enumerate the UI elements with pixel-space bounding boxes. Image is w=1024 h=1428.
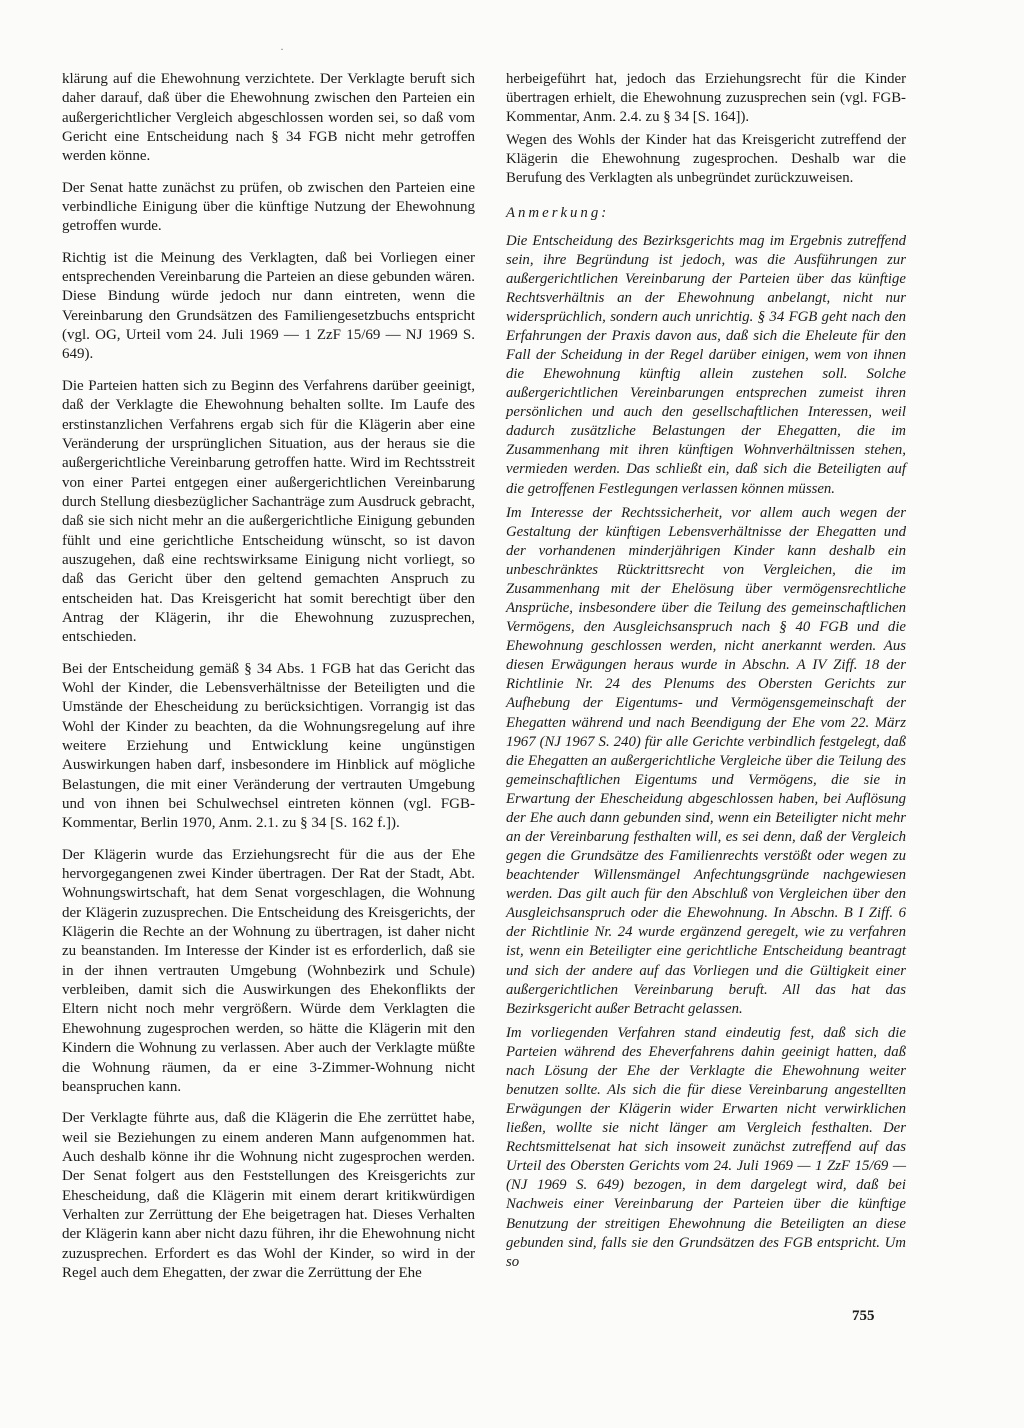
paragraph: Wegen des Wohls der Kinder hat das Kreisgericht zutreffend der Klägerin die Ehewohnung zugesprochen. Deshalb war die Berufung des Verklagten als unbegründet zurückzuweisen. [506,132,906,187]
scan-mark: · [280,42,284,56]
paragraph: Der Senat hatte zunächst zu prüfen, ob zwischen den Parteien eine verbindliche Einigung über die künftige Nutzung der Ehewohnung getroffen wurde. [62,179,475,235]
right-column [506,70,906,1277]
left-column [62,70,475,1295]
paragraph: Der Verklagte führte aus, daß die Klägerin die Ehe zerrüttet habe, weil sie Beziehungen zu einem anderen Mann aufgenommen hat. Auch deshalb könne ihr die Wohnung nicht zugesprochen werden. Der Senat folgert aus den Feststellungen des Kreisgerichts zur Ehescheidung, daß die Klägerin mit einem derart kritikwürdigen Verhalten zur Zerrüttung der Ehe beigetragen hat. Dieses Verhalten der Klägerin kann aber nicht dazu führen, ihr die Ehewohnung nicht zuzusprechen. Erfordert es das Wohl der Kinder, so wird in der Regel auch dem Ehegatten, der zwar die Zerrüttung der Ehe [62,1110,475,1281]
paragraph: Bei der Entscheidung gemäß § 34 Abs. 1 FGB hat das Gericht das Wohl der Kinder, die Lebensverhältnisse der Beteiligten und die Umstände der Ehescheidung zu berücksichtigen. Vorrangig ist das Wohl der Kinder zu beachten, da die Wohnungsregelung auf ihre weitere Erziehung und Entwicklung keine ungünstigen Auswirkungen haben darf, insbesondere im Hinblick auf mögliche Belastungen, die mit einer Veränderung der vertrauten Umgebung und von ihnen bei Schulwechsel eintreten können (vgl. FGB-Kommentar, Berlin 1970, Anm. 2.1. zu § 34 [S. 162 f.]). [62,660,475,832]
paragraph: klärung auf die Ehewohnung verzichtete. Der Verklagte beruft sich daher darauf, daß über die Ehewohnung zwischen den Parteien ein außergerichtlicher Vergleich abgeschlossen worden sei, so daß vom Gericht eine Entscheidung nach § 34 FGB nicht mehr getroffen werden könne. [62,71,475,165]
section-heading: Anmerkung: [506,205,610,222]
page-number: 755 [852,1308,875,1324]
annotation-paragraph: Die Entscheidung des Bezirksgerichts mag im Ergebnis zutreffend sein, ihre Begründung ist jedoch, was die Ausführungen zur außergerichtlichen Vereinbarung der Parteien über das künftige Rechtsverhältnis an der Ehewohnung anbelangt, nicht nur widersprüchlich, sondern auch unrichtig. § 34 FGB geht nach den Erfahrungen der Praxis davon aus, daß sich die Eheleute für den Fall der Scheidung in der Regel darüber einigen, wem von ihnen die Ehewohnung künftig allein zustehen soll. Solche außergerichtlichen Vereinbarungen entsprechen zumeist ihren persönlichen und auch den gesellschaftlichen Interessen, weil dadurch zusätzliche Belastungen der Ehegatten, die im Zusammenhang mit ihren künftigen Wohnverhältnissen stehen, vermieden werden. Das schließt ein, daß sich die Beteiligten auf die getroffenen Festlegungen verlassen können müssen. [506,232,906,497]
paragraph: herbeigeführt hat, jedoch das Erziehungsrecht für die Kinder übertragen erhielt, die Ehewohnung zuzusprechen sein (vgl. FGB-Kommentar, Anm. 2.4. zu § 34 [S. 164]). [506,71,906,126]
annotation-paragraph: Im vorliegenden Verfahren stand eindeutig fest, daß sich die Parteien während des Eheverfahrens dahin geeinigt hatten, daß nach Lösung der Ehe der Verklagte die Ehewohnung weiter benutzen sollte. Als sich die für diese Vereinbarung angestellten Erwägungen der Klägerin wider Erwarten nicht verwirklichen ließen, wollte sie nicht länger am Vergleich festhalten. Der Rechtsmittelsenat hat sich insoweit zunächst zutreffend auf das Urteil des Obersten Gerichts vom 24. Juli 1969 — 1 ZzF 15/69 — (NJ 1969 S. 649) bezogen, in dem dargelegt wird, daß bei Nachweis einer Vereinbarung der Parteien über die künftige Benutzung der streitigen Ehewohnung die Beteiligten an diese gebunden sind, falls sie den Grundsätzen des FGB entspricht. Um so [506,1024,906,1270]
paragraph: Die Parteien hatten sich zu Beginn des Verfahrens darüber geeinigt, daß der Verklagte die Ehewohnung behalten sollte. Im Laufe des erstinstanzlichen Verfahrens ergab sich für die Klägerin aber eine Veränderung der ursprünglichen Situation, aus der heraus sie die außergerichtliche Vereinbarung getroffen hatte. Wird im Rechtsstreit von einer Partei entgegen einer außergerichtlichen Vereinbarung durch Stellung diesbezüglicher Sachanträge zum Ausdruck gebracht, daß sie sich nicht mehr an die außergerichtliche Einigung gebunden fühlt und eine gerichtliche Entscheidung wünscht, so ist davon auszugehen, daß eine rechtswirksame Einigung nicht vorliegt, so daß das Gericht über den geltend gemachten Anspruch zu entscheiden hat. Das Kreisgericht hat somit berechtigt über den Antrag der Klägerin, ihr die Ehewohnung zuzusprechen, entschieden. [62,377,475,646]
paragraph: Richtig ist die Meinung des Verklagten, daß bei Vorliegen einer entsprechenden Vereinbarung die Parteien an diese gebunden wären. Diese Bindung würde jedoch nur dann eintreten, wenn die Vereinbarung den Grundsätzen des Familiengesetzbuchs entspricht (vgl. OG, Urteil vom 24. Juli 1969 — 1 ZzF 15/69 — NJ 1969 S. 649). [62,249,475,363]
paragraph: Der Klägerin wurde das Erziehungsrecht für die aus der Ehe hervorgegangenen zwei Kinder übertragen. Der Rat der Stadt, Abt. Wohnungswirtschaft, hat dem Senat vorgeschlagen, die Wohnung der Klägerin zuzusprechen. Die Entscheidung des Kreisgerichts, der Klägerin die Rechte an der Wohnung zu übertragen, ist daher nicht zu beanstanden. Im Interesse der Kinder ist es erforderlich, daß sie in der ihnen vertrauten Umgebung (Wohnbezirk und Schule) verbleiben, damit sich die Auswirkungen des Ehekonflikts der Eltern nicht noch mehr vergrößern. Würde dem Verklagten die Ehewohnung zugesprochen werden, so hätte die Klägerin mit den Kindern die Wohnung zu verlassen. Aber auch der Verklagte müßte die Wohnung räumen, da er eine 3-Zimmer-Wohnung nicht beanspruchen kann. [62,846,475,1095]
annotation-paragraph: Im Interesse der Rechtssicherheit, vor allem auch wegen der Gestaltung der künftigen Lebensverhältnisse der Ehegatten und der vorhandenen minderjährigen Kinder kann deshalb ein unbeschränktes Rücktrittsrecht von Vergleichen, die im Zusammenhang mit der Ehelösung über vermögensrechtliche Ansprüche, insbesondere über die Teilung des gemeinschaftlichen Vermögens, den Ausgleichsanspruch nach § 40 FGB und die Ehewohnung geschlossen werden, nicht anerkannt werden. Aus diesen Erwägungen heraus wurde in Abschn. A IV Ziff. 18 der Richtlinie Nr. 24 des Plenums des Obersten Gerichts zur Aufhebung der Eigentums- und Vermögensgemeinschaft der Ehegatten während und nach Beendigung der Ehe vom 22. März 1967 (NJ 1967 S. 240) für alle Gerichte verbindlich festgelegt, daß die Ehegatten an außergerichtliche Vergleiche über die Teilung des gemeinschaftlichen Eigentums und Vermögens, die sie in Erwartung der Ehescheidung abgeschlossen haben, bei Auflösung der Ehe auch dann gebunden sind, wenn ein Beteiligter nicht mehr an der Vereinbarung festhalten will, es sei denn, daß der Vergleich gegen die Grundsätze des Familienrechts verstößt oder wegen zu beachtender Willensmängel Anfechtungsgründe nachgewiesen werden. Das gilt auch für den Abschluß von Vergleichen über den Ausgleichsanspruch oder die Ehewohnung. In Abschn. B I Ziff. 6 der Richtlinie Nr. 24 wurde ergänzend geregelt, wie zu verfahren ist, wenn ein Beteiligter eine gerichtliche Entscheidung beantragt und sich der andere auf das Vorliegen und die Gültigkeit einer außergerichtlichen Vereinbarung beruft. All das hat das Bezirksgericht außer Betracht gelassen. [506,504,906,1017]
